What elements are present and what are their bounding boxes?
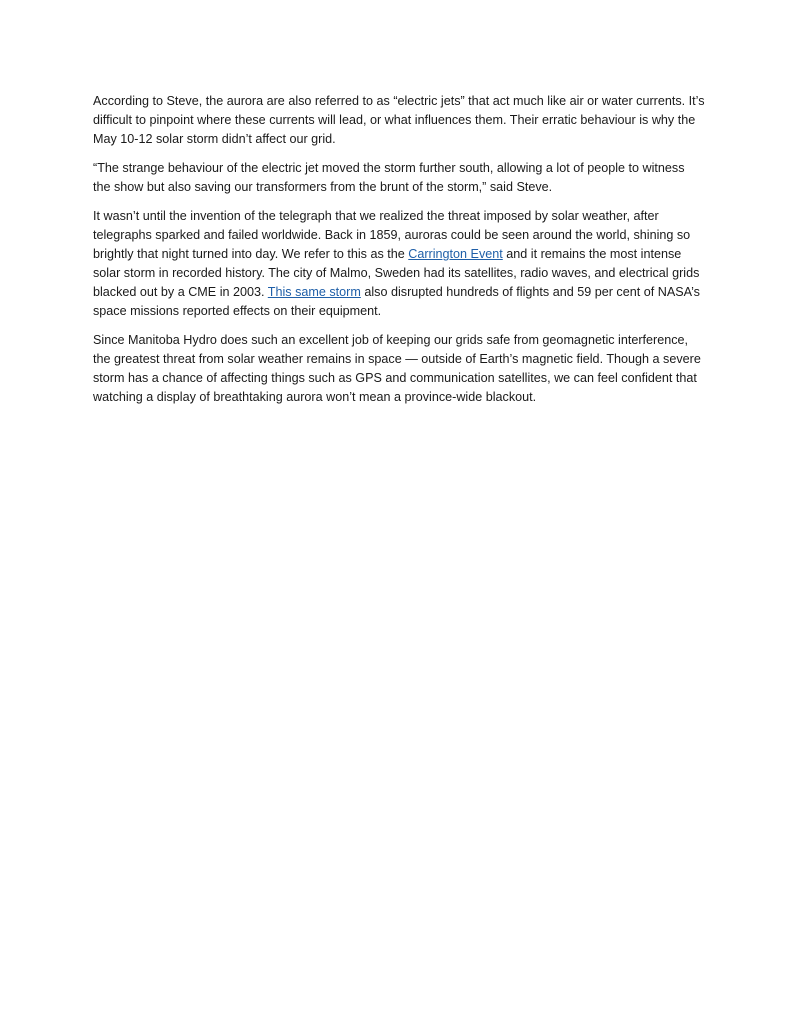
paragraph-history-text-1: It wasn’t until the invention of the telegraph that we realized the threat imposed by solar weather, after telegraphs sparked and failed worldwide. Back in 1859, auroras could be seen around the world, shining so brightly that night turned into day. We refer to this as the [93, 209, 691, 261]
paragraph-conclusion: Since Manitoba Hydro does such an excellent job of keeping our grids safe from geomagnetic interference, the greatest threat from solar weather remains in space — outside of Earth’s magnetic field. Though a severe storm has a chance of affecting things such as GPS and communication satellites, we can feel confident that watching a display of breathtaking aurora won’t mean a province-wide blackout. [93, 333, 701, 404]
paragraph-history-text-3: also disrupted hundreds of flights and 59 per cent of NASA’s space missions reported effects on their equipment. [93, 285, 700, 318]
paragraph-electric-jets: According to Steve, the aurora are also referred to as “electric jets” that act much like air or water currents. It’s difficult to pinpoint where these currents will lead, or what influences them. Their erratic behaviour is why the May 10-12 solar storm didn’t affect our grid. [93, 94, 705, 146]
paragraph-steve-quote: “The strange behaviour of the electric jet moved the storm further south, allowing a lot of people to witness the show but also saving our transformers from the brunt of the storm,” said Steve. [93, 161, 685, 194]
carrington-event-link[interactable]: Carrington Event [408, 247, 503, 261]
this-same-storm-link[interactable]: This same storm [267, 285, 361, 299]
article-body [93, 92, 705, 417]
paragraph-history [93, 207, 705, 321]
paragraph-history-text-2: and it remains the most intense solar storm in recorded history. The city of Malmo, Sweden had its satellites, radio waves, and electrical grids blacked out by a CME in 2003. [93, 247, 700, 299]
